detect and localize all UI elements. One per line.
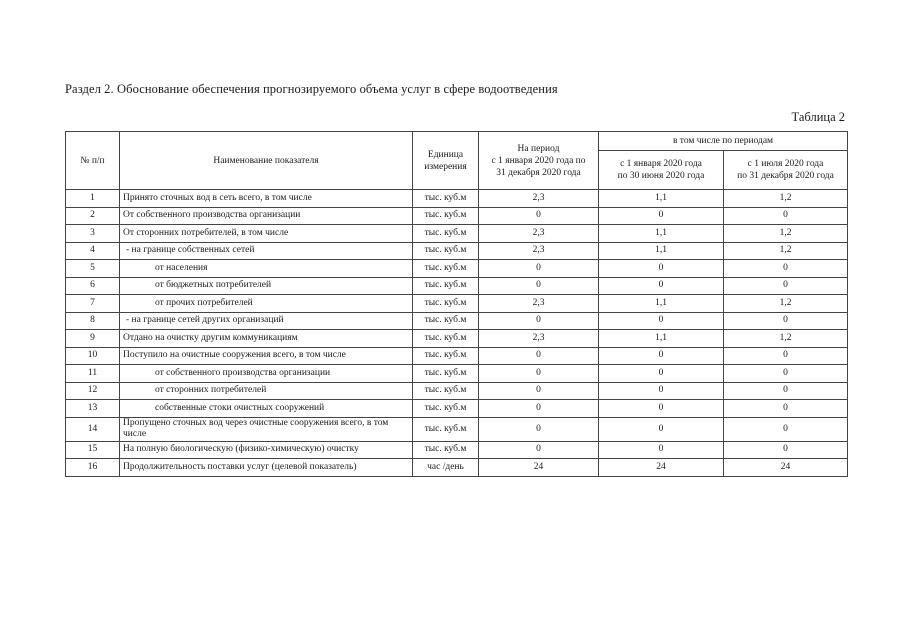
row-number: 11 (66, 365, 120, 383)
row-number: 16 (66, 459, 120, 477)
unit-cell: тыс. куб.м (413, 207, 479, 225)
table-row (66, 400, 848, 418)
unit-cell: тыс. куб.м (413, 347, 479, 365)
value-period-1: 0 (599, 382, 724, 400)
indicator-name: от прочих потребителей (120, 295, 413, 313)
row-number: 13 (66, 400, 120, 418)
unit-cell: тыс. куб.м (413, 225, 479, 243)
table-row (66, 312, 848, 330)
table-row (66, 277, 848, 295)
value-total: 0 (479, 260, 599, 278)
table-row (66, 382, 848, 400)
value-period-2: 1,2 (724, 190, 848, 208)
unit-cell: тыс. куб.м (413, 441, 479, 459)
value-total: 0 (479, 207, 599, 225)
indicator-name: от сторонних потребителей (120, 382, 413, 400)
row-number: 2 (66, 207, 120, 225)
value-period-2: 0 (724, 382, 848, 400)
header-num: № п/п (66, 132, 120, 190)
indicator-name: от собственного производства организации (120, 365, 413, 383)
table-row (66, 190, 848, 208)
header-period-group: в том числе по периодам (599, 132, 848, 151)
table-label: Таблица 2 (791, 110, 845, 124)
header-period-2: с 1 июля 2020 года по 31 декабря 2020 года (724, 151, 848, 190)
value-total: 0 (479, 312, 599, 330)
value-period-2: 0 (724, 260, 848, 278)
table-row (66, 347, 848, 365)
unit-cell: тыс. куб.м (413, 312, 479, 330)
header-unit: Единица измерения (413, 132, 479, 190)
unit-cell: тыс. куб.м (413, 417, 479, 441)
indicator-name: Продолжительность поставки услуг (целевой показатель) (120, 459, 413, 477)
indicator-name: От собственного производства организации (120, 207, 413, 225)
section-title: Раздел 2. Обоснование обеспечения прогнозируемого объема услуг в сфере водоотведения (65, 82, 558, 96)
value-total: 2,3 (479, 225, 599, 243)
value-period-2: 0 (724, 277, 848, 295)
unit-cell: тыс. куб.м (413, 400, 479, 418)
header-name: Наименование показателя (120, 132, 413, 190)
value-period-2: 0 (724, 400, 848, 418)
value-total: 2,3 (479, 330, 599, 348)
unit-cell: тыс. куб.м (413, 382, 479, 400)
value-period-2: 1,2 (724, 330, 848, 348)
table-row (66, 295, 848, 313)
unit-cell: тыс. куб.м (413, 277, 479, 295)
unit-cell: тыс. куб.м (413, 295, 479, 313)
unit-cell: тыс. куб.м (413, 330, 479, 348)
indicator-name: от бюджетных потребителей (120, 277, 413, 295)
value-period-2: 0 (724, 347, 848, 365)
table-row (66, 207, 848, 225)
row-number: 9 (66, 330, 120, 348)
row-number: 6 (66, 277, 120, 295)
row-number: 4 (66, 242, 120, 260)
value-period-1: 0 (599, 260, 724, 278)
indicator-name: Поступило на очистные сооружения всего, в том числе (120, 347, 413, 365)
value-period-1: 1,1 (599, 242, 724, 260)
value-period-1: 0 (599, 365, 724, 383)
value-period-1: 0 (599, 441, 724, 459)
row-number: 3 (66, 225, 120, 243)
value-period-1: 1,1 (599, 225, 724, 243)
table-row (66, 225, 848, 243)
value-total: 0 (479, 277, 599, 295)
value-period-2: 1,2 (724, 242, 848, 260)
value-period-1: 24 (599, 459, 724, 477)
indicator-name: - на границе собственных сетей (120, 242, 413, 260)
value-total: 0 (479, 441, 599, 459)
table-row (66, 365, 848, 383)
header-period-total: На период с 1 января 2020 года по 31 декабря 2020 года (479, 132, 599, 190)
row-number: 8 (66, 312, 120, 330)
value-total: 0 (479, 347, 599, 365)
table-row (66, 242, 848, 260)
table-row (66, 417, 848, 441)
indicator-name: от населения (120, 260, 413, 278)
value-period-1: 0 (599, 277, 724, 295)
row-number: 7 (66, 295, 120, 313)
indicator-name: Пропущено сточных вод через очистные сооружения всего, в том числе (120, 417, 413, 441)
row-number: 14 (66, 417, 120, 441)
unit-cell: тыс. куб.м (413, 260, 479, 278)
value-period-2: 0 (724, 441, 848, 459)
indicators-table (65, 131, 848, 477)
value-period-2: 0 (724, 417, 848, 441)
value-period-1: 0 (599, 400, 724, 418)
value-period-1: 1,1 (599, 295, 724, 313)
value-period-2: 1,2 (724, 225, 848, 243)
value-total: 0 (479, 400, 599, 418)
value-period-2: 0 (724, 365, 848, 383)
value-period-2: 24 (724, 459, 848, 477)
table-row (66, 441, 848, 459)
value-total: 2,3 (479, 295, 599, 313)
indicator-name: Принято сточных вод в сеть всего, в том числе (120, 190, 413, 208)
value-period-1: 0 (599, 312, 724, 330)
value-period-2: 1,2 (724, 295, 848, 313)
row-number: 12 (66, 382, 120, 400)
value-period-1: 0 (599, 417, 724, 441)
indicator-name: На полную биологическую (физико-химическую) очистку (120, 441, 413, 459)
value-total: 0 (479, 417, 599, 441)
value-period-1: 1,1 (599, 190, 724, 208)
value-total: 24 (479, 459, 599, 477)
row-number: 15 (66, 441, 120, 459)
table-row (66, 330, 848, 348)
indicator-name: - на границе сетей других организаций (120, 312, 413, 330)
table-row (66, 459, 848, 477)
value-period-2: 0 (724, 312, 848, 330)
value-period-1: 1,1 (599, 330, 724, 348)
unit-cell: тыс. куб.м (413, 190, 479, 208)
indicator-name: От сторонних потребителей, в том числе (120, 225, 413, 243)
value-total: 0 (479, 365, 599, 383)
unit-cell: тыс. куб.м (413, 365, 479, 383)
value-period-1: 0 (599, 347, 724, 365)
indicator-name: собственные стоки очистных сооружений (120, 400, 413, 418)
unit-cell: час /день (413, 459, 479, 477)
table-body (66, 190, 848, 477)
row-number: 1 (66, 190, 120, 208)
table-row (66, 260, 848, 278)
value-total: 2,3 (479, 190, 599, 208)
header-row-top (66, 132, 848, 151)
indicator-name: Отдано на очистку другим коммуникациям (120, 330, 413, 348)
value-total: 0 (479, 382, 599, 400)
header-period-1: с 1 января 2020 года по 30 июня 2020 года (599, 151, 724, 190)
value-period-2: 0 (724, 207, 848, 225)
row-number: 5 (66, 260, 120, 278)
value-total: 2,3 (479, 242, 599, 260)
value-period-1: 0 (599, 207, 724, 225)
row-number: 10 (66, 347, 120, 365)
unit-cell: тыс. куб.м (413, 242, 479, 260)
